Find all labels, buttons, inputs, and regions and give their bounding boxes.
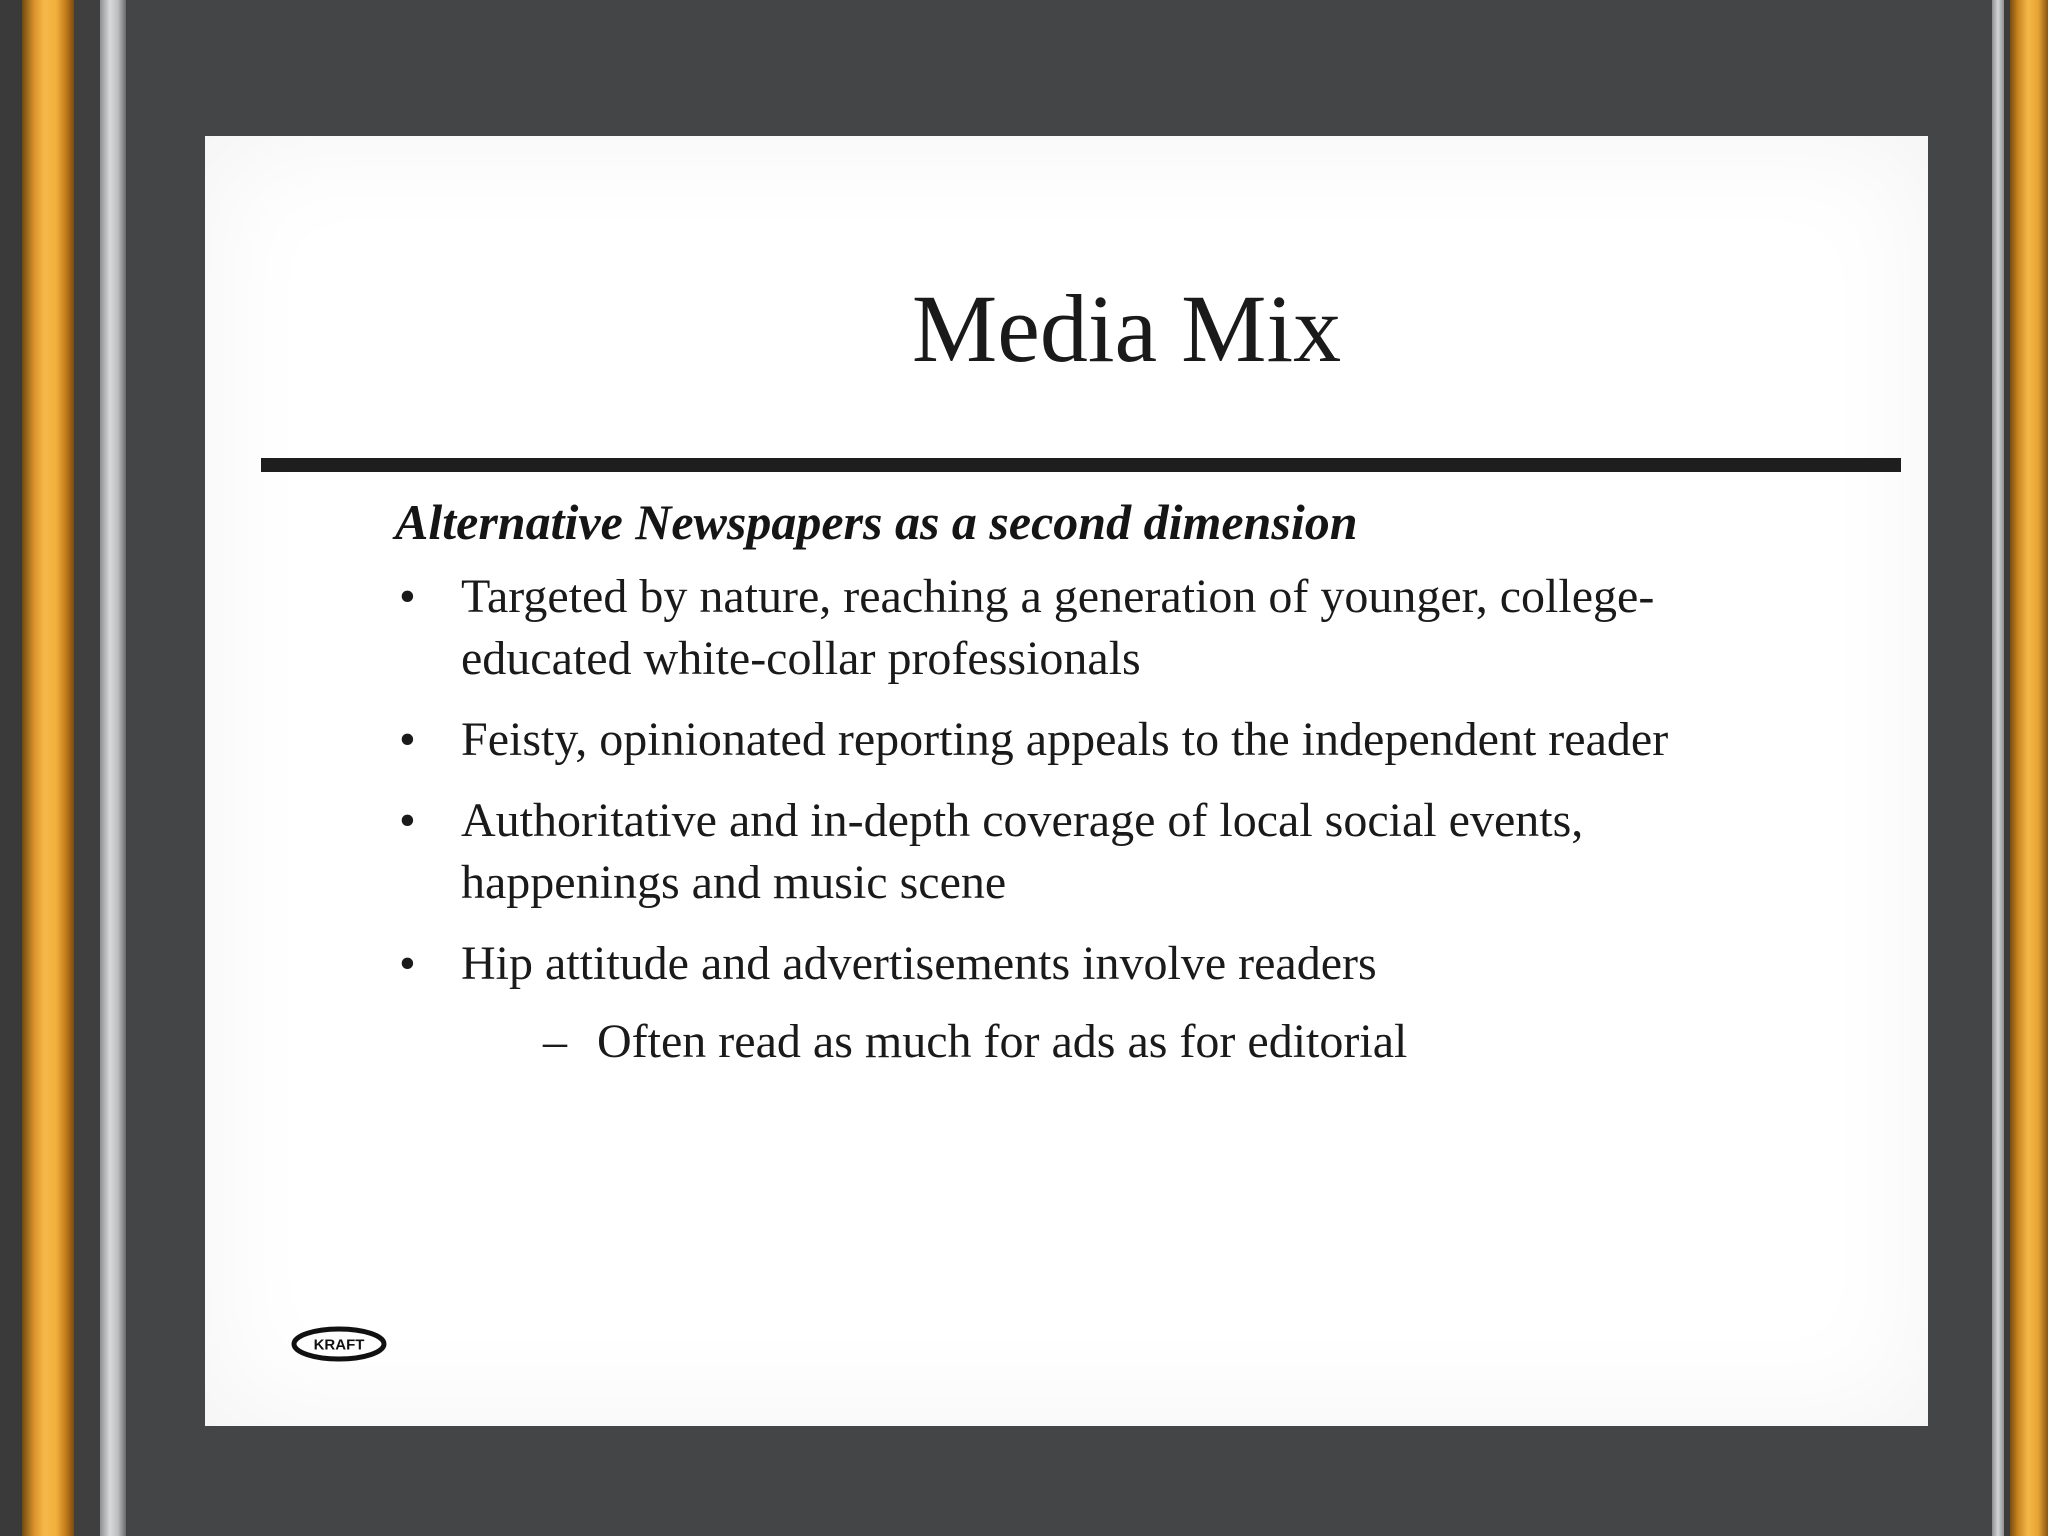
- bullet-marker: •: [399, 713, 416, 766]
- bullet-item: [395, 709, 1795, 771]
- slide: [205, 136, 1928, 1426]
- title-divider: [261, 458, 1901, 472]
- kraft-logo-icon: [291, 1326, 387, 1362]
- kraft-logo-text: KRAFT: [313, 1336, 365, 1354]
- sub-bullet-item: [461, 1011, 1795, 1073]
- slide-subtitle: Alternative Newspapers as a second dimension: [395, 494, 1358, 550]
- bullet-text: Targeted by nature, reaching a generation of younger, college-educated white-collar professionals: [461, 570, 1655, 685]
- sub-bullet-marker: –: [543, 1015, 567, 1068]
- bullet-marker: •: [399, 570, 416, 623]
- bullet-item: [395, 566, 1795, 690]
- bullet-marker: •: [399, 794, 416, 847]
- right-frame-border: [1988, 0, 2048, 1536]
- slide-title: Media Mix: [911, 275, 1342, 382]
- bullet-item: [395, 933, 1795, 1073]
- bullet-list: [395, 566, 1795, 1092]
- bullet-text: Hip attitude and advertisements involve readers: [461, 937, 1377, 990]
- left-frame-border: [0, 0, 132, 1536]
- bullet-marker: •: [399, 937, 416, 990]
- bullet-text: Feisty, opinionated reporting appeals to the independent reader: [461, 713, 1669, 766]
- sub-bullet-text: Often read as much for ads as for editorial: [597, 1015, 1408, 1068]
- bullet-item: [395, 790, 1795, 914]
- bullet-text: Authoritative and in-depth coverage of local social events, happenings and music scene: [461, 794, 1584, 909]
